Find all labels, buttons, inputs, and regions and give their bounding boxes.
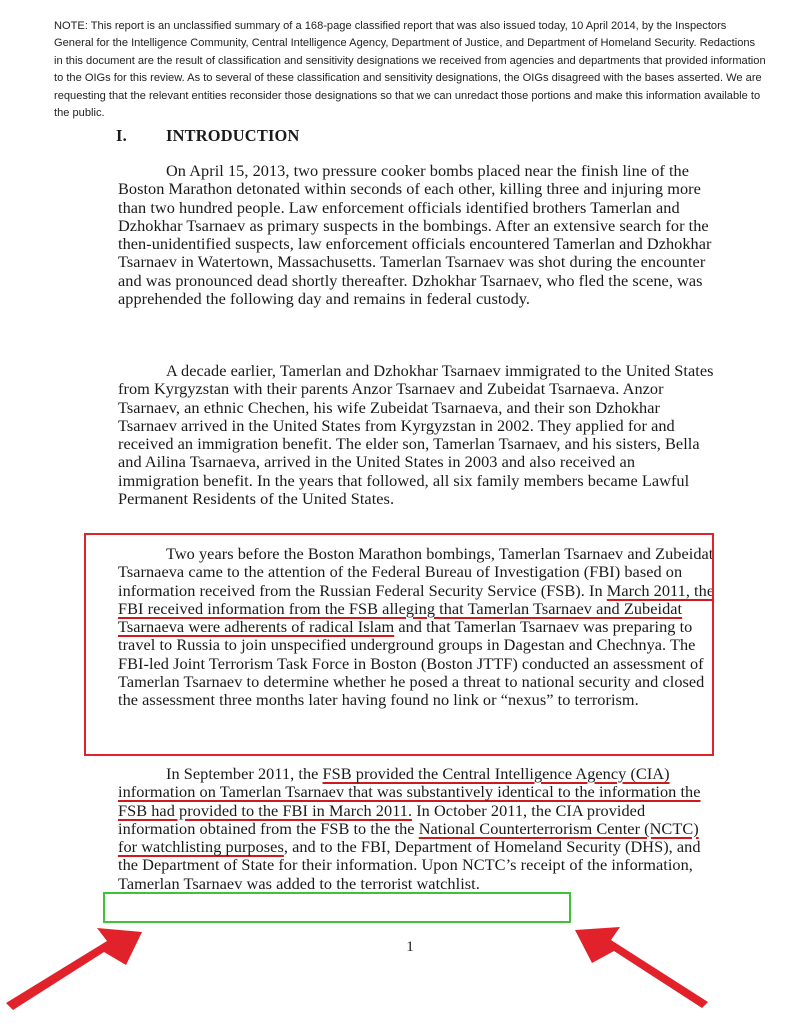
paragraph-bombing-summary: On April 15, 2013, two pressure cooker bombs placed near the finish line of the Boston Marathon detonated within seconds of each other, killing three and injuring more than two hundred people. Law enforcement officials identified brothers Tamerlan and Dzhokhar Tsarnaev as primary suspects in the bombings. After an extensive search for the then-unidentified suspects, law enforcement officials encountered Tamerlan and Dzhokhar Tsarnaev in Watertown, Massachusetts. Tamerlan Tsarnaev was shot during the encounter and was pronounced dead shortly thereafter. Dzhokhar Tsarnaev, who fled the scene, was apprehended the following day and remains in federal custody.	[118, 161, 712, 309]
underlined-nctc-watchlisting: National Counterterrorism Center (NCTC) for watchlisting purposes	[118, 818, 699, 857]
underlined-fsb-fbi-warning: March 2011, the FBI received information from the FSB alleging that Tamerlan Tsarnaev and Zubeidat Tsarnaeva were adherents of radical Islam	[118, 580, 715, 637]
text-segment: In September 2011, the	[166, 764, 323, 783]
section-number: I.	[116, 126, 127, 145]
classification-note: NOTE: This report is an unclassified summary of a 168-page classified report that was also issued today, 10 April 2014, by the Inspectors General for the Intelligence Community, Central Intelligence Agency, Department of Justice, and Department of Homeland Security. Redactions in this document are the result of classification and sensitivity designations we received from agencies and departments that provided information to the OIGs for this review. As to several of these classification and sensitivity designations, the OIGs disagreed with the bases asserted. We are requesting that the relevant entities reconsider those designations so that we can unredact those portions and make this information available to the public.	[54, 20, 766, 120]
text-segment: and that Tamerlan Tsarnaev was preparing to travel to Russia to join unspecified underground groups in Dagestan and Chechnya. The FBI-led Joint Terrorism Task Force in Boston (Boston JTTF) conducted an assessment of Tamerlan Tsarnaev to determine whether he posed a threat to national security and closed the assessment three months later having found no link or “nexus” to terrorism.	[118, 617, 705, 710]
text-segment: , and to the FBI, Department of Homeland Security (DHS), and the Department of State for their information. Upon NCTC’s receipt of the information, Tamerlan Tsarnaev was added to the terrorist watchlist.	[118, 837, 701, 893]
right-arrow-icon	[575, 927, 708, 1008]
text-segment: In October 2011, the CIA provided information obtained from the FSB to the the	[118, 800, 646, 838]
text-segment: Two years before the Boston Marathon bombings, Tamerlan Tsarnaev and Zubeidat Tsarnaeva came to the attention of the Federal Bureau of Investigation (FBI) based on information received from the Russian Federal Security Service (FSB). In	[118, 544, 714, 600]
page-number: 1	[406, 939, 414, 955]
underlined-fsb-cia-information: FSB provided the Central Intelligence Agency (CIA) information on Tamerlan Tsarnaev that was substantively identical to the information the FSB had provided to the FBI in March 2011.	[118, 764, 701, 820]
paragraph-immigration-history: A decade earlier, Tamerlan and Dzhokhar Tsarnaev immigrated to the United States from Kyrgyzstan with their parents Anzor Tsarnaev and Zubeidat Tsarnaeva. Anzor Tsarnaev, an ethnic Chechen, his wife Zubeidat Tsarnaeva, and their son Dzhokhar Tsarnaev arrived in the United States from Kyrgyzstan in 2002. They applied for and received an immigration benefit. The elder son, Tamerlan Tsarnaev, and his sisters, Bella and Ailina Tsarnaeva, arrived in the United States in 2003 and also received an immigration benefit. In the years that followed, all six family members became Lawful Permanent Residents of the United States.	[118, 361, 714, 509]
left-arrow-icon	[6, 928, 142, 1010]
section-title: INTRODUCTION	[166, 126, 300, 145]
